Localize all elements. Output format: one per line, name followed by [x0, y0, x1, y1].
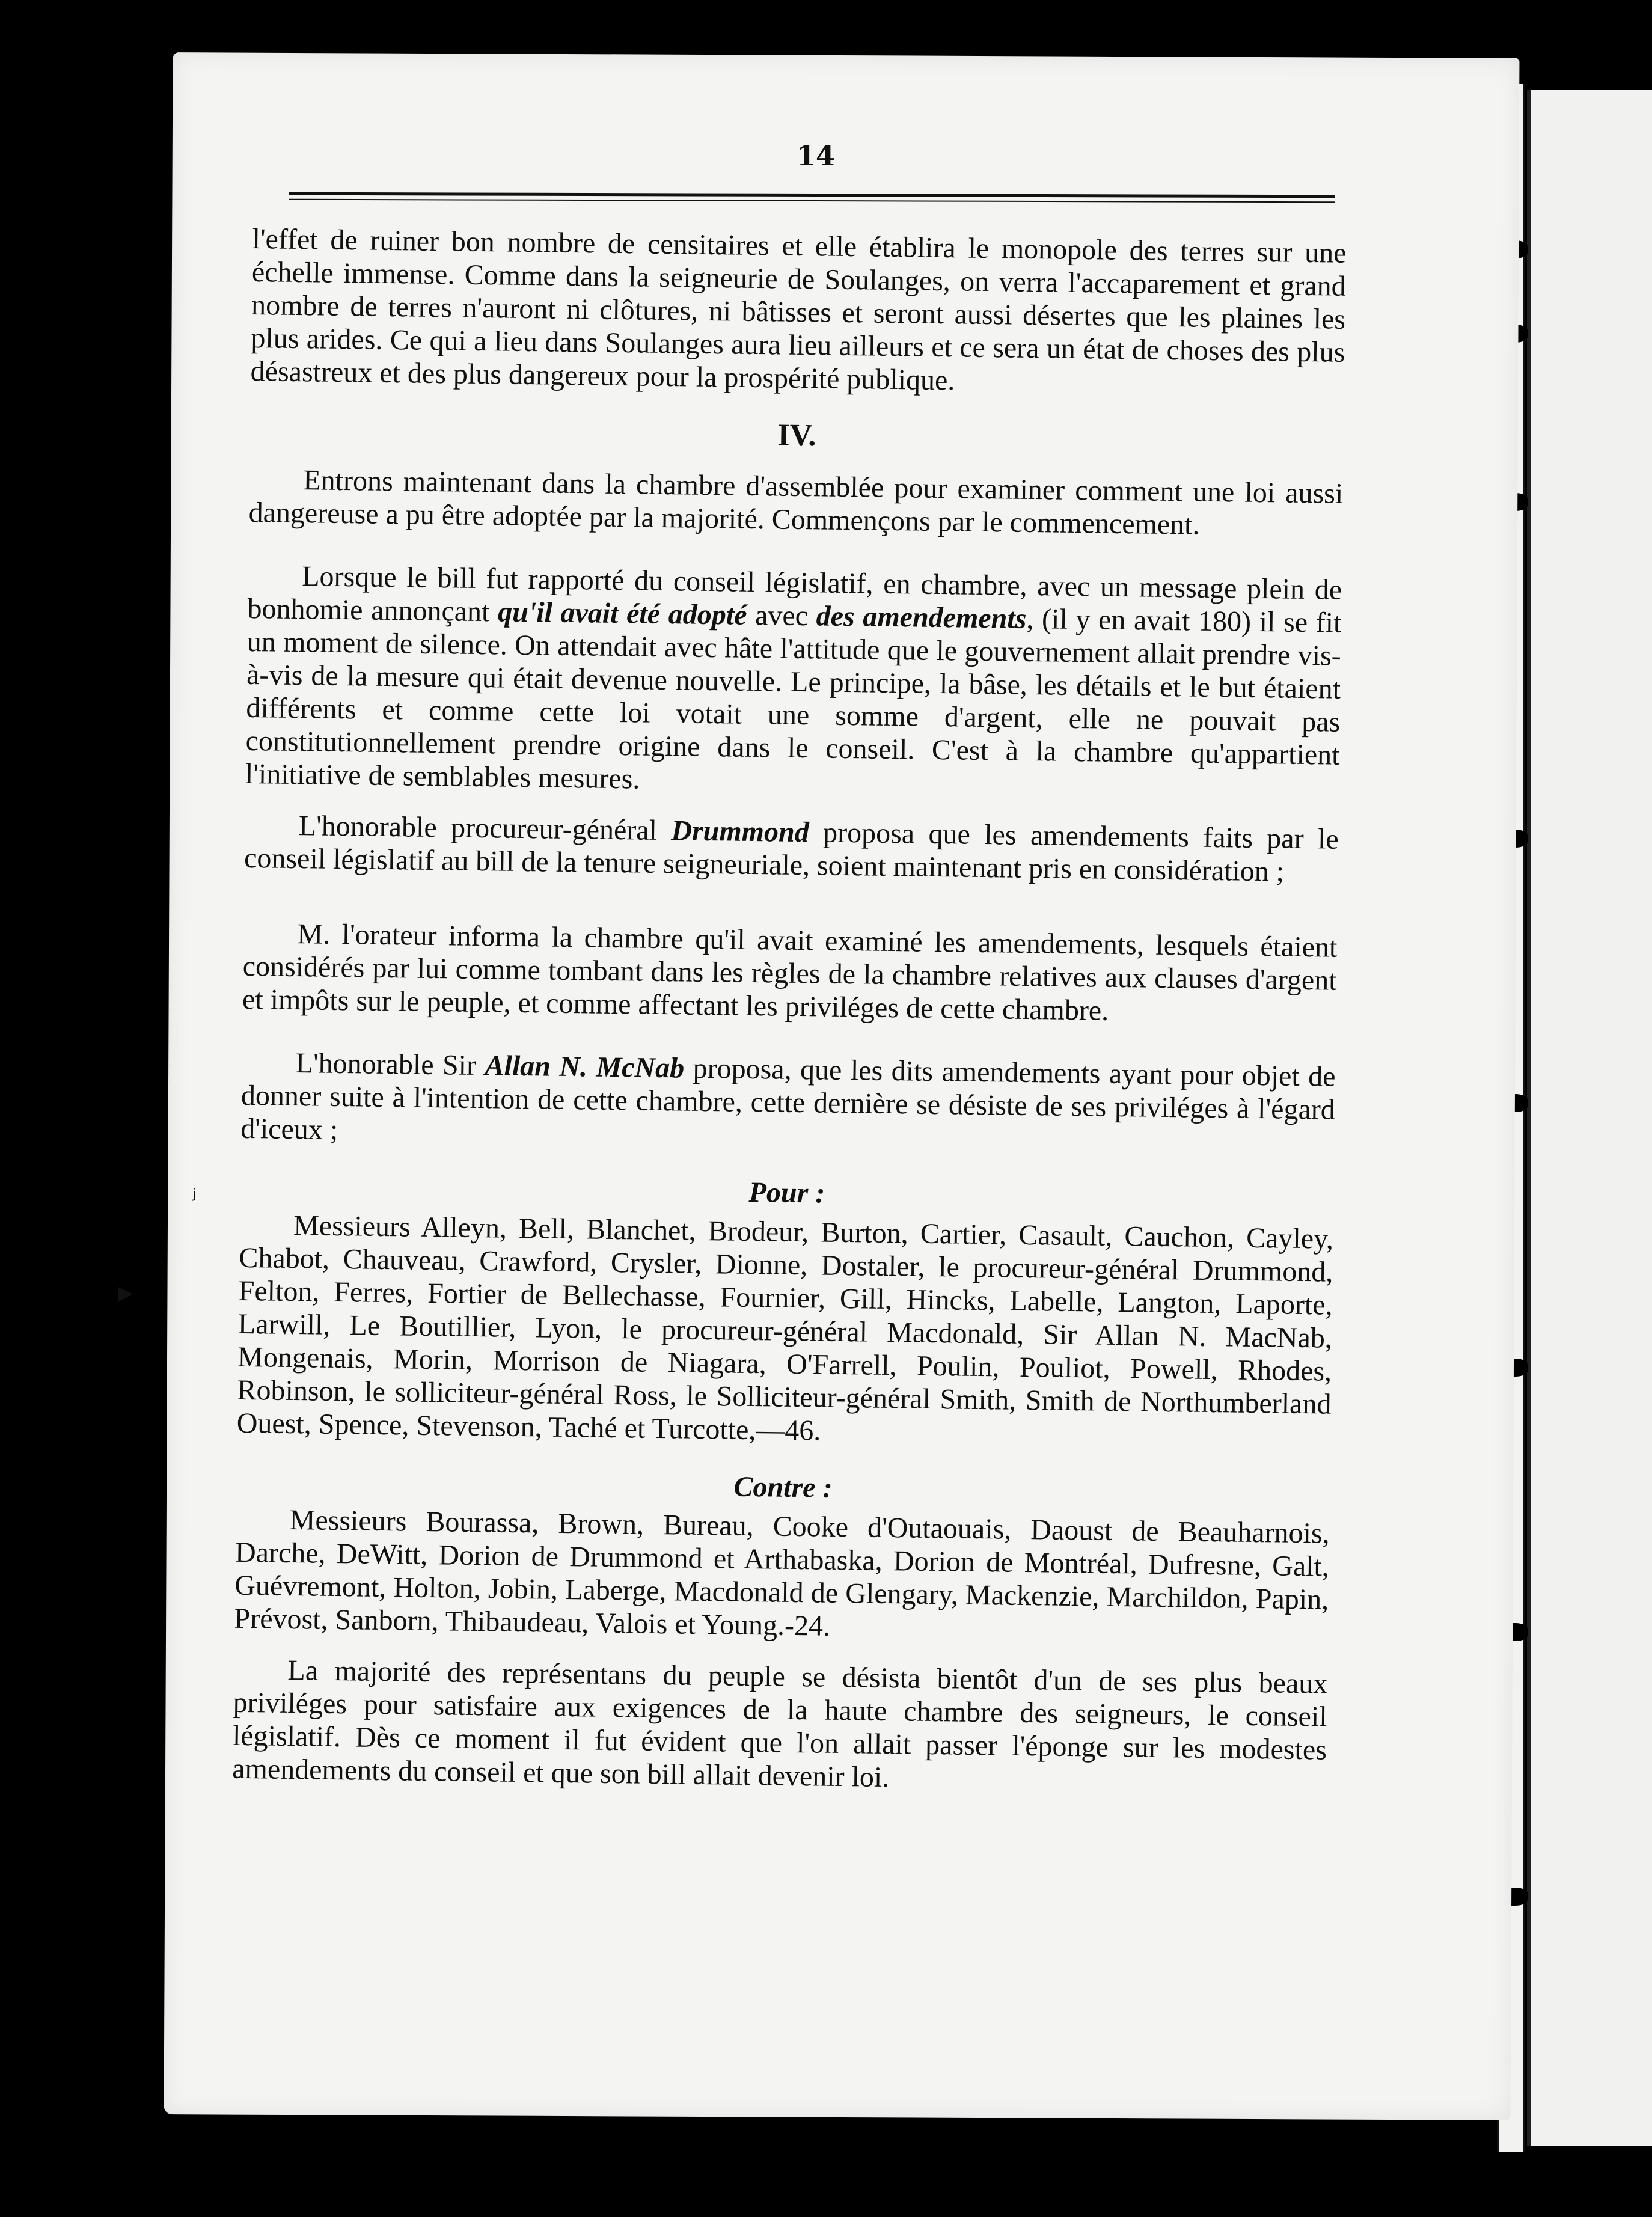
emphasis: qu'il avait été adopté — [497, 596, 747, 631]
paragraph: La majorité des représentans du peuple se désista bientôt d'un de ses plus beaux priviléges pour satisfaire aux exigences de la haute chambre des seigneurs, le conseil législatif. Dès ce moment il fut évident que l'on allait passer l'éponge sur les modestes amendements du conseil et que son bill allait devenir loi. — [231, 1654, 1328, 1794]
margin-mark: ʲ — [192, 1184, 197, 1212]
emphasis-name: Drummond — [671, 815, 810, 849]
paragraph: Lorsque le bill fut rapporté du conseil législatif, en chambre, avec un message plein de bonhomie annonçant qu'il avait été adopté avec des amendements, (il y en avait 180) il se fit un moment de silence. On attendait avec hâte l'attitude que le gouvernement allait prendre vis-à-vis de la mesure qui était devenue nouvelle. Le principe, la bâse, les détails et le but étaient différents et comme cette loi votait une somme d'argent, elle ne pouvait pas constitutionnellement prendre origine dans le conseil. C'est à la chambre qu'appartient l'initiative de semblables mesures. — [245, 560, 1342, 795]
emphasis-name: Allan N. McNab — [485, 1050, 685, 1084]
paragraph: Entrons maintenant dans la chambre d'assemblée pour examiner comment une loi aussi dangereuse a pu être adoptée par la majorité. Commençons par le commencement. — [248, 464, 1344, 541]
paragraph: L'honorable Sir Allan N. McNab proposa, que les dits amendements ayant pour objet de donner suite à l'intention de cette chambre, cette dernière se désiste de ses priviléges à l'égard d'iceux ; — [240, 1047, 1336, 1146]
page-number: 14 — [797, 139, 836, 172]
vote-list-pour: Messieurs Alleyn, Bell, Blanchet, Brodeur, Burton, Cartier, Casault, Cauchon, Cayley, Chabot, Chauveau, Crawford, Crysler, Dionne, Dostaler, le procureur-général Drummond, Felton, Ferres, Fortier de Bellechasse, Fournier, Gill, Hincks, Labelle, Langton, Laporte, Larwill, Le Boutillier, Lyon, le procureur-général Macdonald, Sir Allan N. MacNab, Mongenais, Morin, Morrison de Niagara, O'Farrell, Poulin, Pouliot, Powell, Rhodes, Robinson, le solliciteur-général Ross, le Solliciteur-général Smith, Smith de Northumberland Ouest, Spence, Stevenson, Taché et Turcotte,—46. — [236, 1209, 1334, 1447]
vote-heading-contre: Contre : — [733, 1470, 833, 1504]
page-body — [232, 222, 1347, 1800]
emphasis: des amendements — [816, 600, 1027, 635]
vote-list-contre: Messieurs Bourassa, Brown, Bureau, Cooke d'Outaouais, Daoust de Beauharnois, Darche, DeWitt, Dorion de Drummond et Arthabaska, Dorion de Montréal, Dufresne, Galt, Guévremont, Holton, Jobin, Laberge, Macdonald de Glengary, Mackenzie, Marchildon, Papin, Prévost, Sanborn, Thibaudeau, Valois et Young.-24. — [234, 1503, 1330, 1642]
paragraph: M. l'orateur informa la chambre qu'il avait examiné les amendements, lesquels étaient considérés par lui comme tombant dans les règles de la chambre relatives aux clauses d'argent et impôts sur le peuple, et comme affectant les priviléges de cette chambre. — [242, 918, 1338, 1027]
adjacent-page — [1527, 90, 1652, 2146]
section-heading: IV. — [777, 418, 816, 453]
paragraph: l'effet de ruiner bon nombre de censitaires et elle établira le monopole des terres sur une échelle immense. Comme dans la seigneurie de Soulanges, on verra l'accaparement et grand nombre de terres n'auront ni clôtures, ni bâtisses et seront aussi désertes que les plaines les plus arides. Ce qui a lieu dans Soulanges aura lieu ailleurs et ce sera un état de choses des plus désastreux et des plus dangereux pour la prospérité publique. — [250, 222, 1347, 397]
margin-mark: ▸ — [118, 1274, 133, 1309]
vote-heading-pour: Pour : — [748, 1176, 825, 1209]
paragraph: L'honorable procureur-général Drummond proposa que les amendements faits par le conseil législatif au bill de la tenure seigneuriale, soient maintenant pris en considération ; — [243, 810, 1339, 888]
